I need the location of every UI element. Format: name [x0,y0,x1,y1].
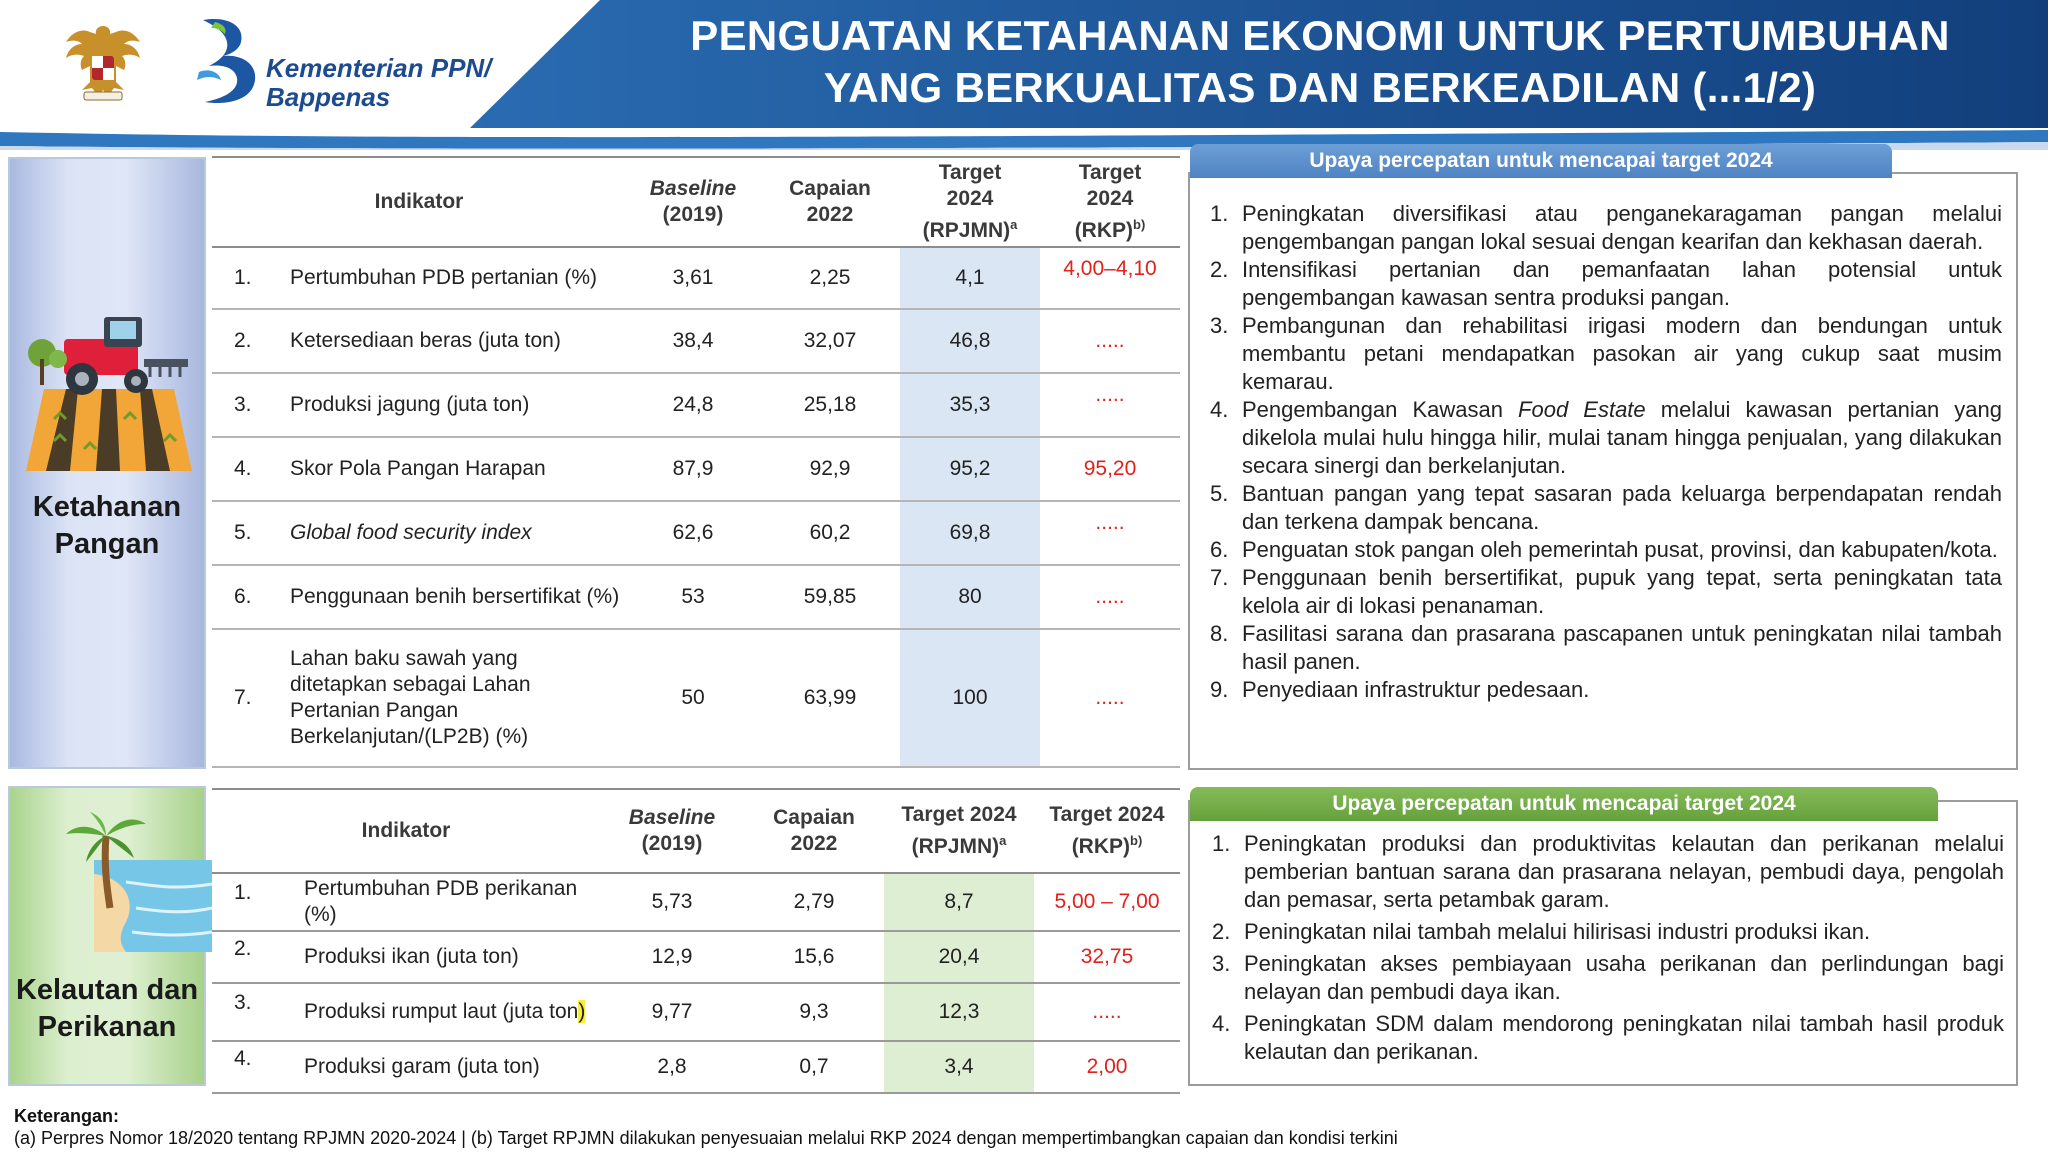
row-target-rkp: 2,00 [1034,1041,1180,1093]
row-baseline: 3,61 [626,247,760,309]
table-row [212,247,1180,309]
marine-label-line1: Kelautan dan [15,974,199,1006]
list-item-text-italic: Food Estate [1518,397,1646,422]
row-target-rkp: 4,00–4,10 [1040,247,1180,309]
table-row [212,931,1180,983]
list-item-number: 6. [1210,537,1229,562]
header [0,0,2048,150]
bappenas-logo-text [266,54,491,112]
header-target-rkp-line3: (RKP) [1074,219,1134,242]
bappenas-logo-icon [195,14,267,108]
row-target-rkp: ..... [1040,373,1180,437]
list-item-number: 2. [1212,919,1231,944]
header-target-rkp [1040,157,1180,247]
list-item-text: Bantuan pangan yang tepat sasaran pada keluarga berpendapatan rendah dan terkena dampak bencana. [1242,481,2002,534]
list-item-text: Peningkatan SDM dalam mendorong peningkatan nilai tambah hasil produk kelautan dan perikanan. [1244,1011,2004,1064]
row-baseline: 87,9 [626,437,760,501]
header-target-rkp-line2: 2024 [1086,187,1134,210]
row-number: 5. [212,501,286,565]
row-number: 4. [212,437,286,501]
row-target-rpjmn: 20,4 [884,931,1034,983]
header-target-rpjmn [900,157,1040,247]
list-item [1210,200,2002,256]
food-label-line1: Ketahanan [32,491,182,523]
row-baseline: 38,4 [626,309,760,373]
header-capaian [760,157,900,247]
header-target-rpjmn-line1: Target [938,161,1002,184]
row-capaian: 63,99 [760,629,900,767]
list-item [1212,830,2004,914]
row-target-rpjmn: 35,3 [900,373,1040,437]
list-item-text: Penggunaan benih bersertifikat, pupuk yang tepat, serta peningkatan tata kelola air di lokasi penanaman. [1242,565,2002,618]
row-indicator [300,983,600,1041]
table-row [212,629,1180,767]
row-target-rpjmn: 80 [900,565,1040,629]
list-item-number: 1. [1212,831,1231,856]
table-header-row [212,789,1180,873]
page-title [620,10,2020,114]
marine-acceleration-panel [1188,800,2018,1086]
section-label-marine [8,786,206,1086]
row-number: 2. [212,309,286,373]
row-capaian: 59,85 [760,565,900,629]
table-row [212,437,1180,501]
list-item-number: 2. [1210,257,1229,282]
header-baseline-line1: Baseline [649,177,737,200]
header-target-rkp-line1: Target [1078,161,1142,184]
table-row [212,373,1180,437]
footnote-text: (a) Perpres Nomor 18/2020 tentang RPJMN 2020-2024 | (b) Target RPJMN dilakukan penyesuaian melalui RKP 2024 dengan mempertimbangkan capaian dan kondisi terkini [14,1128,1398,1148]
header-target-rpjmn-line3: (RPJMN) [922,219,1011,242]
row-capaian: 2,79 [744,873,884,931]
marine-indicator-table [212,788,1180,1094]
header-target-rkp-line1: Target 2024 [1049,803,1165,826]
beach-palm-icon [66,812,216,952]
row-indicator: Pertumbuhan PDB pertanian (%) [286,247,626,309]
list-item-number: 7. [1210,565,1229,590]
list-item-number: 4. [1210,397,1229,422]
header-target-rpjmn-sup: a [1010,217,1018,232]
row-target-rkp: ..... [1040,565,1180,629]
header-baseline [600,789,744,873]
list-item [1212,950,2004,1006]
list-item-number: 5. [1210,481,1229,506]
logo-text-line1: Kementerian PPN/ [266,53,492,83]
row-target-rkp: 5,00 – 7,00 [1034,873,1180,931]
table-row [212,309,1180,373]
row-capaian: 32,07 [760,309,900,373]
row-number: 6. [212,565,286,629]
row-capaian: 9,3 [744,983,884,1041]
row-indicator: Produksi jagung (juta ton) [286,373,626,437]
list-item-text: Intensifikasi pertanian dan pemanfaatan lahan potensial untuk pengembangan kawasan sentra produksi pangan. [1242,257,2002,310]
list-item-number: 3. [1210,313,1229,338]
list-item-number: 3. [1212,951,1231,976]
row-indicator: Lahan baku sawah yang ditetapkan sebagai Lahan Pertanian Pangan Berkelanjutan/(LP2B) (%) [286,629,626,767]
row-baseline: 5,73 [600,873,744,931]
table-row [212,983,1180,1041]
list-item-text: Penguatan stok pangan oleh pemerintah pusat, provinsi, dan kabupaten/kota. [1242,537,1998,562]
section-label-marine-text [10,972,204,1046]
header-baseline-line1: Baseline [628,806,716,829]
row-target-rpjmn: 3,4 [884,1041,1034,1093]
header-target-rpjmn [884,789,1034,873]
row-indicator: Ketersediaan beras (juta ton) [286,309,626,373]
row-number: 1. [212,247,286,309]
row-target-rpjmn: 69,8 [900,501,1040,565]
marine-label-line2: Perikanan [37,1011,177,1043]
row-target-rkp: ..... [1040,309,1180,373]
section-label-food [8,157,206,769]
table-row [212,501,1180,565]
row-capaian: 92,9 [760,437,900,501]
row-number: 2. [212,931,300,983]
garuda-emblem-icon [62,20,144,106]
header-target-rpjmn-line1: Target 2024 [901,803,1017,826]
row-baseline: 62,6 [626,501,760,565]
footnote-heading: Keterangan: [14,1106,120,1126]
header-baseline [626,157,760,247]
row-target-rkp: ..... [1040,501,1180,565]
food-label-line2: Pangan [54,528,160,560]
list-item-text: Peningkatan diversifikasi atau penganekaragaman pangan melalui pengembangan pangan lokal sesuai dengan kearifan dan kekhasan daerah. [1242,201,2002,254]
header-indikator: Indikator [212,789,600,873]
farm-tractor-icon [24,309,194,471]
header-capaian [744,789,884,873]
header-target-rpjmn-line2: 2024 [946,187,994,210]
list-item-number: 8. [1210,621,1229,646]
row-indicator-part1: Produksi rumput laut (juta ton [304,1000,579,1023]
row-baseline: 9,77 [600,983,744,1041]
list-item-number: 1. [1210,201,1229,226]
list-item-text: Fasilitasi sarana dan prasarana pascapanen untuk peningkatan nilai tambah hasil panen. [1242,621,2002,674]
row-number: 4. [212,1041,300,1093]
list-item [1210,480,2002,536]
row-number: 7. [212,629,286,767]
list-item [1210,564,2002,620]
row-baseline: 24,8 [626,373,760,437]
table-row [212,873,1180,931]
row-capaian: 60,2 [760,501,900,565]
list-item [1212,918,2004,946]
row-baseline: 12,9 [600,931,744,983]
row-indicator: Produksi ikan (juta ton) [300,931,600,983]
page-title-line1: PENGUATAN KETAHANAN EKONOMI UNTUK PERTUMBUHAN [690,12,1950,59]
list-item-number: 9. [1210,677,1229,702]
food-acceleration-list [1210,200,2002,704]
header-target-rkp-line2: (RKP) [1071,835,1131,858]
header-target-rkp [1034,789,1180,873]
row-capaian: 25,18 [760,373,900,437]
header-capaian-line2: 2022 [790,832,838,855]
row-target-rpjmn: 100 [900,629,1040,767]
table-header-row [212,157,1180,247]
header-baseline-line2: (2019) [641,832,703,855]
header-target-rpjmn-sup: a [999,833,1007,848]
row-indicator: Penggunaan benih bersertifikat (%) [286,565,626,629]
food-indicator-table [212,156,1180,768]
section-label-food-text [10,489,204,563]
header-target-rkp-sup: b) [1133,217,1146,232]
list-item [1210,676,2002,704]
list-item [1210,536,2002,564]
row-target-rkp: 95,20 [1040,437,1180,501]
row-capaian: 2,25 [760,247,900,309]
logo-text-line2: Bappenas [266,82,391,112]
row-indicator [286,501,626,565]
header-indikator: Indikator [212,157,626,247]
header-capaian-line2: 2022 [806,203,854,226]
row-baseline: 50 [626,629,760,767]
row-baseline: 53 [626,565,760,629]
row-target-rpjmn: 95,2 [900,437,1040,501]
row-target-rpjmn: 8,7 [884,873,1034,931]
list-item-number: 4. [1212,1011,1231,1036]
list-item-text: Peningkatan nilai tambah melalui hilirisasi industri produksi ikan. [1244,919,1871,944]
list-item-text: Pengembangan Kawasan [1242,397,1519,422]
list-item-text: Pembangunan dan rehabilitasi irigasi modern dan bendungan untuk membantu petani mendapatkan pasokan air yang cukup saat musim kemarau. [1242,313,2002,394]
header-baseline-line2: (2019) [662,203,724,226]
row-target-rpjmn: 4,1 [900,247,1040,309]
page-title-line2: YANG BERKUALITAS DAN BERKEADILAN (...1/2) [823,64,1817,111]
header-capaian-line1: Capaian [789,177,871,200]
food-panel-title: Upaya percepatan untuk mencapai target 2024 [1190,144,1892,178]
row-number: 1. [212,873,300,931]
marine-panel-title: Upaya percepatan untuk mencapai target 2024 [1190,787,1938,821]
food-acceleration-panel [1188,172,2018,770]
row-capaian: 15,6 [744,931,884,983]
list-item [1210,256,2002,312]
header-capaian-line1: Capaian [773,806,855,829]
header-target-rkp-sup: b) [1130,833,1143,848]
list-item [1212,1010,2004,1066]
list-item [1210,396,2002,480]
table-row [212,565,1180,629]
list-item-text: Peningkatan produksi dan produktivitas kelautan dan perikanan melalui pemberian bantuan sarana dan prasarana nelayan, pembudi daya, pengolah dan pemasar, serta petambak garam. [1244,831,2004,912]
list-item-text-after: melalui kawasan pertanian yang dikelola mulai hulu hingga hilir, mulai tanam hingga penjualan, yang dilakukan secara sinergi dan berkelanjutan. [1242,397,2002,478]
list-item [1210,312,2002,396]
list-item-text: Peningkatan akses pembiayaan usaha perikanan dan perlindungan bagi nelayan dan pembudi daya ikan. [1244,951,2004,1004]
row-capaian: 0,7 [744,1041,884,1093]
row-number: 3. [212,373,286,437]
row-target-rkp: ..... [1040,629,1180,767]
marine-acceleration-list [1212,830,2004,1070]
table-row [212,1041,1180,1093]
row-target-rpjmn: 12,3 [884,983,1034,1041]
row-indicator: Pertumbuhan PDB perikanan (%) [300,873,600,931]
row-target-rpjmn: 46,8 [900,309,1040,373]
list-item [1210,620,2002,676]
row-number: 3. [212,983,300,1041]
list-item-text: Penyediaan infrastruktur pedesaan. [1242,677,1590,702]
row-indicator-highlight: ) [578,1000,586,1023]
header-target-rpjmn-line2: (RPJMN) [911,835,1000,858]
row-target-rkp: ..... [1034,983,1180,1041]
row-target-rkp: 32,75 [1034,931,1180,983]
row-indicator-italic: Global food security index [290,521,532,544]
row-indicator: Produksi garam (juta ton) [300,1041,600,1093]
row-indicator: Skor Pola Pangan Harapan [286,437,626,501]
row-baseline: 2,8 [600,1041,744,1093]
